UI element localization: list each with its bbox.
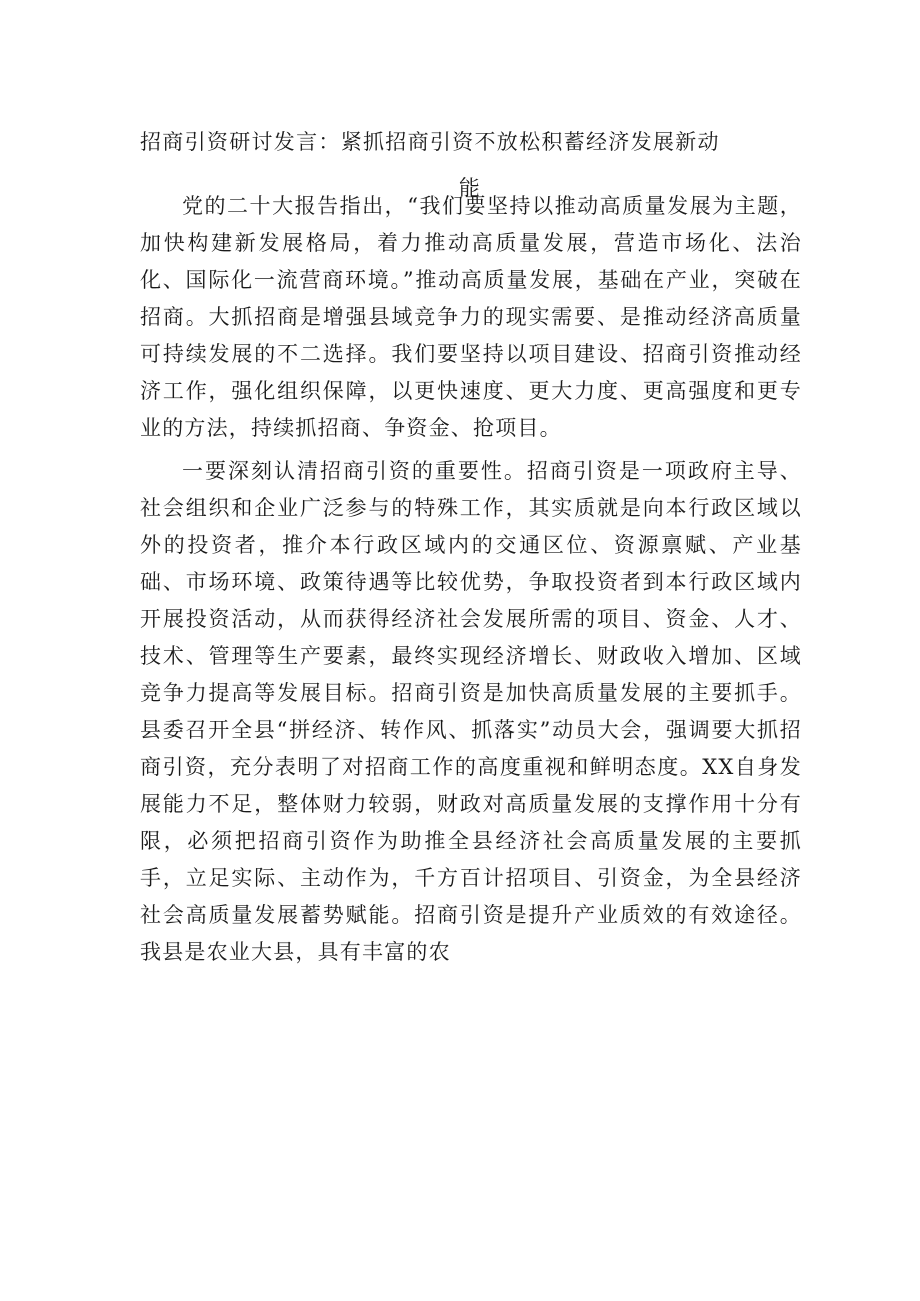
title-line-1: 招商引资研讨发言：紧抓招商引资不放松积蓄经济发展新动 [140,130,720,154]
document-body [140,188,802,971]
paragraph-intro: 党的二十大报告指出，“我们要坚持以推动高质量发展为主题，加快构建新发展格局，着力推动高质量发展，营造市场化、法治化、国际化一流营商环境。”推动高质量发展，基础在产业，突破在招商。大抓招商是增强县域竞争力的现实需要、是推动经济高质量可持续发展的不二选择。我们要坚持以项目建设、招商引资推动经济工作，强化组织保障，以更快速度、更大力度、更高强度和更专业的方法，持续抓招商、争资金、抢项目。 [140,194,802,440]
title-line-2: 能 [458,176,482,200]
paragraph-importance: 一要深刻认清招商引资的重要性。招商引资是一项政府主导、社会组织和企业广泛参与的特殊工作，其实质就是向本行政区域以外的投资者，推介本行政区域内的交通区位、资源禀赋、产业基础、市场环境、政策待遇等比较优势，争取投资者到本行政区域内开展投资活动，从而获得经济社会发展所需的项目、资金、人才、技术、管理等生产要素，最终实现经济增长、财政收入增加、区域竞争力提高等发展目标。招商引资是加快高质量发展的主要抓手。县委召开全县“拼经济、转作风、抓落实”动员大会，强调要大抓招商引资，充分表明了对招商工作的高度重视和鲜明态度。XX自身发展能力不足，整体财力较弱，财政对高质量发展的支撑作用十分有限，必须把招商引资作为助推全县经济社会高质量发展的主要抓手，立足实际、主动作为，千方百计招项目、引资金，为全县经济社会高质量发展蓄势赋能。招商引资是提升产业质效的有效途径。我县是农业大县，具有丰富的农 [140,459,802,964]
